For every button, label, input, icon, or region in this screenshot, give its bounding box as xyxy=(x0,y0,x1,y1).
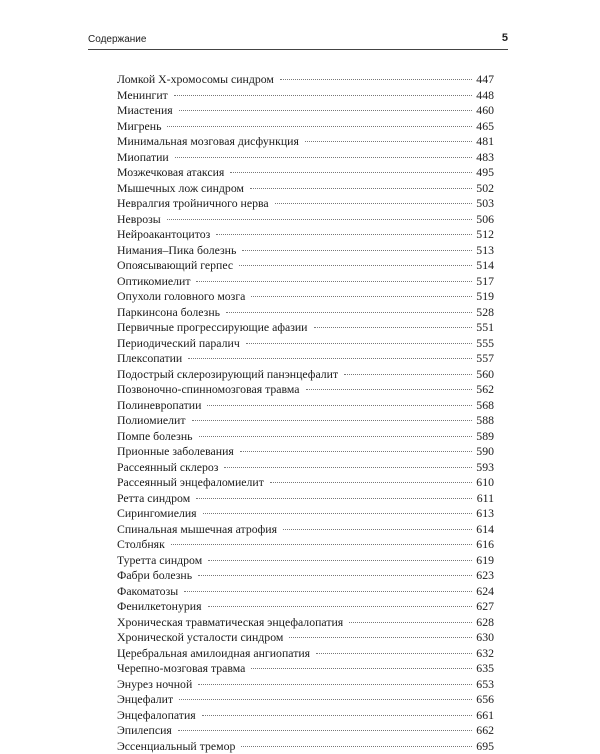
toc-entry xyxy=(117,522,494,538)
toc-entry xyxy=(117,212,494,228)
toc-entry xyxy=(117,429,494,445)
toc-entry-page: 560 xyxy=(476,367,494,383)
toc-entry-title: Энцефалопатия xyxy=(117,708,196,724)
dot-leader xyxy=(241,746,472,747)
toc-entry xyxy=(117,506,494,522)
running-head-page-number: 5 xyxy=(502,32,508,44)
toc-entry-title: Рассеянный энцефаломиелит xyxy=(117,475,264,491)
toc-entry-page: 465 xyxy=(476,119,494,135)
dot-leader xyxy=(167,219,472,220)
toc-entry-title: Рассеянный склероз xyxy=(117,460,218,476)
dot-leader xyxy=(314,327,473,328)
toc-entry-title: Эссенциальный тремор xyxy=(117,739,235,754)
toc-entry-title: Спинальная мышечная атрофия xyxy=(117,522,277,538)
toc-entry-title: Нимания–Пика болезнь xyxy=(117,243,236,259)
toc-entry-title: Сирингомиелия xyxy=(117,506,197,522)
toc-entry-title: Помпе болезнь xyxy=(117,429,193,445)
toc-entry xyxy=(117,336,494,352)
dot-leader xyxy=(188,358,472,359)
toc-entry xyxy=(117,460,494,476)
toc-entry-page: 653 xyxy=(476,677,494,693)
toc-entry-page: 610 xyxy=(476,475,494,491)
toc-entry-page: 517 xyxy=(476,274,494,290)
toc-entry-page: 483 xyxy=(476,150,494,166)
header-rule xyxy=(88,49,508,50)
dot-leader xyxy=(283,529,472,530)
toc-entry xyxy=(117,196,494,212)
dot-leader xyxy=(280,79,472,80)
dot-leader xyxy=(251,668,472,669)
toc-entry-page: 593 xyxy=(476,460,494,476)
toc-entry-page: 481 xyxy=(476,134,494,150)
dot-leader xyxy=(216,234,472,235)
dot-leader xyxy=(316,653,472,654)
toc-entry-title: Мигрень xyxy=(117,119,161,135)
toc-entry-title: Черепно-мозговая травма xyxy=(117,661,245,677)
toc-entry-title: Невралгия тройничного нерва xyxy=(117,196,269,212)
dot-leader xyxy=(202,715,472,716)
toc-entry-page: 513 xyxy=(476,243,494,259)
toc-entry-title: Полиневропатии xyxy=(117,398,201,414)
running-head xyxy=(88,31,508,49)
dot-leader xyxy=(208,560,472,561)
dot-leader xyxy=(174,95,472,96)
toc-entry-title: Нейроакантоцитоз xyxy=(117,227,210,243)
dot-leader xyxy=(246,343,472,344)
dot-leader xyxy=(270,482,472,483)
toc-entry-page: 695 xyxy=(476,739,494,754)
toc-entry xyxy=(117,119,494,135)
dot-leader xyxy=(167,126,472,127)
toc-entry xyxy=(117,382,494,398)
dot-leader xyxy=(198,575,472,576)
toc-entry xyxy=(117,274,494,290)
toc-entry-title: Плексопатии xyxy=(117,351,182,367)
toc-entry xyxy=(117,646,494,662)
dot-leader xyxy=(178,730,472,731)
toc-entry-page: 562 xyxy=(476,382,494,398)
toc-entry-title: Подострый склерозирующий панэнцефалит xyxy=(117,367,338,383)
toc-entry-page: 662 xyxy=(476,723,494,739)
toc-entry xyxy=(117,491,494,507)
toc-entry xyxy=(117,739,494,754)
toc-entry xyxy=(117,103,494,119)
toc-entry xyxy=(117,677,494,693)
toc-entry-page: 635 xyxy=(476,661,494,677)
toc-entry-page: 503 xyxy=(476,196,494,212)
dot-leader xyxy=(184,591,472,592)
toc-entry xyxy=(117,615,494,631)
toc-entry xyxy=(117,413,494,429)
toc-entry xyxy=(117,165,494,181)
toc-entry xyxy=(117,599,494,615)
dot-leader xyxy=(240,451,472,452)
toc-entry-page: 630 xyxy=(476,630,494,646)
toc-entry xyxy=(117,305,494,321)
dot-leader xyxy=(198,684,472,685)
toc-entry-page: 589 xyxy=(476,429,494,445)
toc-entry-page: 448 xyxy=(476,88,494,104)
toc-entry-page: 613 xyxy=(476,506,494,522)
toc-entry xyxy=(117,181,494,197)
toc-entry xyxy=(117,708,494,724)
dot-leader xyxy=(242,250,472,251)
toc-entry-page: 619 xyxy=(476,553,494,569)
dot-leader xyxy=(171,544,472,545)
toc-entry-page: 495 xyxy=(476,165,494,181)
toc-entry xyxy=(117,398,494,414)
dot-leader xyxy=(196,281,472,282)
toc-entry xyxy=(117,630,494,646)
running-head-section-title: Содержание xyxy=(88,34,146,45)
toc-entry-title: Минимальная мозговая дисфункция xyxy=(117,134,299,150)
table-of-contents xyxy=(117,72,494,754)
toc-entry-page: 588 xyxy=(476,413,494,429)
toc-entry-title: Хронической усталости синдром xyxy=(117,630,283,646)
toc-entry-page: 624 xyxy=(476,584,494,600)
dot-leader xyxy=(289,637,472,638)
toc-entry-title: Прионные заболевания xyxy=(117,444,234,460)
toc-entry xyxy=(117,227,494,243)
toc-entry-page: 628 xyxy=(476,615,494,631)
toc-entry-title: Энурез ночной xyxy=(117,677,192,693)
toc-entry-title: Оптикомиелит xyxy=(117,274,190,290)
toc-entry-page: 632 xyxy=(476,646,494,662)
toc-entry-title: Туретта синдром xyxy=(117,553,202,569)
toc-entry-title: Эпилепсия xyxy=(117,723,172,739)
toc-entry-title: Столбняк xyxy=(117,537,165,553)
toc-entry xyxy=(117,88,494,104)
toc-entry xyxy=(117,537,494,553)
dot-leader xyxy=(192,420,472,421)
toc-entry-title: Паркинсона болезнь xyxy=(117,305,220,321)
toc-entry-title: Полиомиелит xyxy=(117,413,186,429)
toc-entry-page: 447 xyxy=(476,72,494,88)
toc-entry-title: Менингит xyxy=(117,88,168,104)
toc-entry xyxy=(117,475,494,491)
toc-entry-page: 551 xyxy=(476,320,494,336)
toc-entry-title: Миастения xyxy=(117,103,173,119)
dot-leader xyxy=(250,188,472,189)
toc-entry-title: Первичные прогрессирующие афазии xyxy=(117,320,308,336)
toc-entry-title: Церебральная амилоидная ангиопатия xyxy=(117,646,310,662)
toc-entry xyxy=(117,258,494,274)
dot-leader xyxy=(226,312,472,313)
toc-entry xyxy=(117,723,494,739)
toc-entry xyxy=(117,568,494,584)
toc-entry-title: Мозжечковая атаксия xyxy=(117,165,224,181)
toc-entry-page: 528 xyxy=(476,305,494,321)
toc-entry xyxy=(117,584,494,600)
toc-entry xyxy=(117,320,494,336)
dot-leader xyxy=(230,172,472,173)
toc-entry xyxy=(117,134,494,150)
toc-entry-page: 568 xyxy=(476,398,494,414)
toc-entry-title: Опоясывающий герпес xyxy=(117,258,233,274)
dot-leader xyxy=(224,467,472,468)
toc-entry xyxy=(117,661,494,677)
toc-entry-page: 661 xyxy=(476,708,494,724)
toc-entry-page: 460 xyxy=(476,103,494,119)
toc-entry xyxy=(117,289,494,305)
dot-leader xyxy=(207,405,472,406)
dot-leader xyxy=(344,374,472,375)
toc-entry-title: Ломкой Х-хромосомы синдром xyxy=(117,72,274,88)
toc-entry xyxy=(117,243,494,259)
dot-leader xyxy=(239,265,472,266)
toc-entry-page: 519 xyxy=(476,289,494,305)
toc-entry-title: Периодический паралич xyxy=(117,336,240,352)
toc-entry-title: Энцефалит xyxy=(117,692,173,708)
toc-entry-page: 512 xyxy=(476,227,494,243)
toc-entry-page: 506 xyxy=(476,212,494,228)
toc-entry-title: Мышечных лож синдром xyxy=(117,181,244,197)
dot-leader xyxy=(251,296,472,297)
dot-leader xyxy=(275,203,472,204)
toc-entry-page: 614 xyxy=(476,522,494,538)
toc-entry xyxy=(117,692,494,708)
toc-entry xyxy=(117,72,494,88)
toc-entry-title: Ретта синдром xyxy=(117,491,190,507)
toc-entry-title: Миопатии xyxy=(117,150,169,166)
toc-entry-page: 514 xyxy=(476,258,494,274)
dot-leader xyxy=(196,498,472,499)
toc-entry-title: Хроническая травматическая энцефалопатия xyxy=(117,615,343,631)
toc-entry-page: 627 xyxy=(476,599,494,615)
toc-entry-title: Фабри болезнь xyxy=(117,568,192,584)
toc-entry-page: 616 xyxy=(476,537,494,553)
toc-entry xyxy=(117,150,494,166)
toc-entry-title: Неврозы xyxy=(117,212,161,228)
dot-leader xyxy=(179,110,472,111)
toc-entry xyxy=(117,444,494,460)
dot-leader xyxy=(208,606,473,607)
dot-leader xyxy=(203,513,472,514)
toc-entry-page: 502 xyxy=(476,181,494,197)
dot-leader xyxy=(349,622,472,623)
dot-leader xyxy=(306,389,472,390)
dot-leader xyxy=(175,157,472,158)
toc-entry-page: 555 xyxy=(476,336,494,352)
toc-entry-title: Факоматозы xyxy=(117,584,178,600)
toc-entry-title: Фенилкетонурия xyxy=(117,599,202,615)
dot-leader xyxy=(179,699,472,700)
toc-entry xyxy=(117,351,494,367)
toc-entry-page: 590 xyxy=(476,444,494,460)
toc-entry-page: 623 xyxy=(476,568,494,584)
dot-leader xyxy=(305,141,472,142)
toc-entry-title: Опухоли головного мозга xyxy=(117,289,245,305)
toc-entry-page: 611 xyxy=(476,491,494,507)
toc-entry-page: 557 xyxy=(476,351,494,367)
toc-entry xyxy=(117,367,494,383)
toc-entry-page: 656 xyxy=(476,692,494,708)
toc-entry-title: Позвоночно-спинномозговая травма xyxy=(117,382,300,398)
toc-entry xyxy=(117,553,494,569)
dot-leader xyxy=(199,436,472,437)
